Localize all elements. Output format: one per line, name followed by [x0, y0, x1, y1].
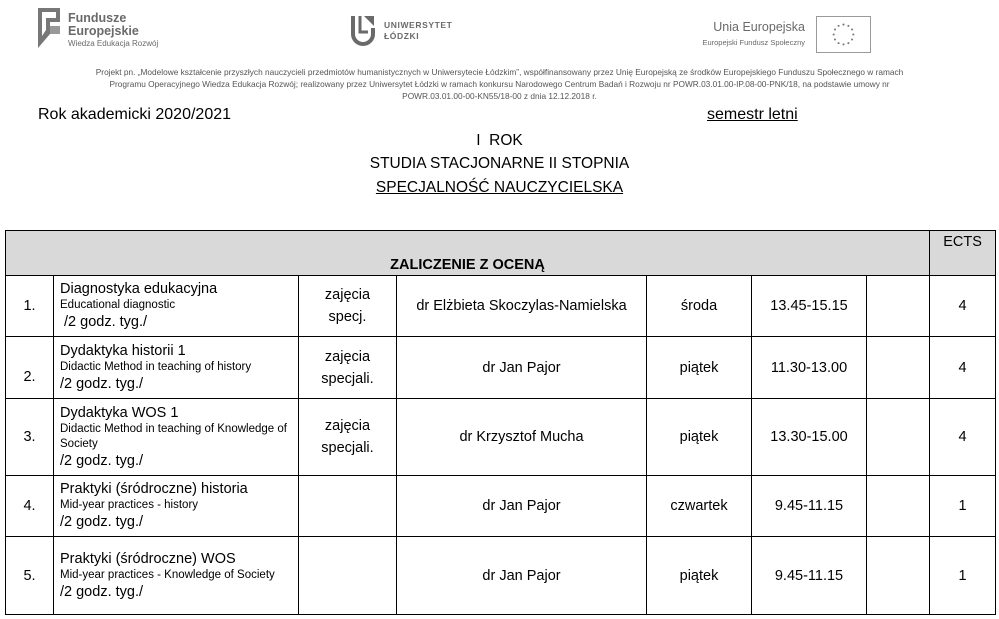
table-row — [6, 399, 996, 476]
academic-year: Rok akademicki 2020/2021 — [38, 106, 232, 123]
subject-cell — [54, 337, 299, 399]
ects-value: 1 — [930, 476, 996, 537]
subject-hours: /2 godz. tyg./ — [60, 375, 144, 392]
extra-cell — [867, 399, 930, 476]
class-type-line2: specjali. — [321, 440, 374, 456]
class-type-line1: zajęcia — [324, 348, 371, 365]
uniwersytet-lodzki-logo — [350, 14, 470, 50]
subject-hours: /2 godz. tyg./ — [60, 452, 144, 469]
ects-value: 4 — [930, 337, 996, 399]
time: 11.30-13.00 — [752, 337, 867, 399]
teacher: dr Krzysztof Mucha — [397, 399, 647, 476]
schedule-table — [5, 230, 996, 615]
extra-cell — [867, 337, 930, 399]
ects-header: ECTS — [930, 231, 996, 276]
day: piątek — [647, 399, 752, 476]
day: czwartek — [647, 476, 752, 537]
class-type-line1: zajęcia — [324, 287, 371, 303]
extra-cell — [867, 537, 930, 615]
project-line-1: Projekt pn. „Modelowe kształcenie przyszłych nauczycieli przedmiotów humanistycznych w Uniwersytecie Łódzkim”, współfinansowany przez Unię Europejską ze środków Europejskiego Funduszu Społecznego w ramach — [95, 67, 904, 77]
heading-year: I ROK — [476, 132, 523, 149]
time: 9.45-11.15 — [752, 537, 867, 615]
eu-flag-icon — [816, 16, 871, 53]
subject-pl: Dydaktyka historii 1 — [60, 342, 186, 359]
day: piątek — [647, 537, 752, 615]
eu-title: Unia Europejska — [713, 20, 805, 34]
teacher: dr Jan Pajor — [397, 537, 647, 615]
semester-label: semestr letni — [707, 106, 798, 123]
subject-hours: /2 godz. tyg./ — [60, 314, 148, 330]
row-number: 2. — [6, 337, 54, 399]
section-label: ZALICZENIE Z OCENĄ — [6, 231, 930, 276]
table-row — [6, 337, 996, 399]
project-line-3: POWR.03.01.00-00-KN55/18-00 z dnia 12.12.2018 r. — [402, 91, 597, 101]
subject-cell — [54, 537, 299, 615]
extra-cell — [867, 476, 930, 537]
subject-cell — [54, 399, 299, 476]
class-type-line2: specj. — [328, 309, 367, 325]
ects-value: 4 — [930, 276, 996, 337]
class-type — [299, 537, 397, 615]
ul-name-line2: ŁÓDZKI — [384, 30, 420, 41]
class-type — [299, 399, 397, 476]
class-type — [299, 276, 397, 337]
subject-hours: /2 godz. tyg./ — [60, 583, 144, 600]
subject-cell — [54, 476, 299, 537]
fundusze-europejskie-logo — [36, 6, 186, 52]
row-number: 3. — [6, 399, 54, 476]
fundusze-europejskie-emblem-icon — [36, 8, 62, 48]
subject-en: Mid-year practices - Knowledge of Society — [60, 568, 275, 581]
heading-specialty: SPECJALNOŚĆ NAUCZYCIELSKA — [375, 179, 624, 196]
subject-pl: Diagnostyka edukacyjna — [60, 281, 218, 297]
row-number: 4. — [6, 476, 54, 537]
fe-title-line2: Europejskie — [68, 24, 139, 38]
row-number: 1. — [6, 276, 54, 337]
time: 9.45-11.15 — [752, 476, 867, 537]
ul-name-line1: UNIWERSYTET — [384, 20, 453, 30]
subject-cell — [54, 276, 299, 337]
unia-europejska-logo — [680, 14, 875, 56]
uniwersytet-lodzki-emblem-icon — [350, 14, 376, 46]
time: 13.45-15.15 — [752, 276, 867, 337]
subject-en: Didactic Method in teaching of history — [60, 360, 252, 373]
time: 13.30-15.00 — [752, 399, 867, 476]
subject-pl: Praktyki (śródroczne) historia — [60, 481, 248, 497]
class-type-line2: specjali. — [321, 370, 374, 387]
subject-hours: /2 godz. tyg./ — [60, 514, 144, 530]
subject-en: Educational diagnostic — [60, 299, 176, 311]
extra-cell — [867, 276, 930, 337]
subject-en: Mid-year practices - history — [60, 499, 199, 511]
table-row — [6, 476, 996, 537]
ects-value: 1 — [930, 537, 996, 615]
teacher: dr Jan Pajor — [397, 476, 647, 537]
subject-en: Didactic Method in teaching of Knowledge of Society — [60, 422, 287, 450]
subject-pl: Praktyki (śródroczne) WOS — [60, 550, 236, 567]
table-row — [6, 537, 996, 615]
class-type — [299, 476, 397, 537]
day: środa — [647, 276, 752, 337]
heading-study-mode: STUDIA STACJONARNE II STOPNIA — [369, 155, 630, 172]
subject-pl: Dydaktyka WOS 1 — [60, 404, 179, 421]
eu-subtitle: Europejski Fundusz Społeczny — [702, 38, 805, 47]
class-type — [299, 337, 397, 399]
table-row — [6, 276, 996, 337]
teacher: dr Jan Pajor — [397, 337, 647, 399]
class-type-line1: zajęcia — [324, 418, 371, 434]
row-number: 5. — [6, 537, 54, 615]
table-header-row — [6, 231, 996, 276]
project-line-2: Programu Operacyjnego Wiedza Edukacja Rozwój; realizowany przez Uniwersytet Łódzki w ramach konkursu Narodowego Centrum Badań i Rozwoju nr POWR.03.01.00-IP.08-00-PNK/18, na podstawie umowy nr — [109, 79, 890, 89]
ects-value: 4 — [930, 399, 996, 476]
fe-subtitle: Wiedza Edukacja Rozwój — [68, 39, 159, 48]
project-funding-note — [40, 66, 959, 102]
fe-title-line1: Fundusze — [68, 11, 127, 25]
teacher: dr Elżbieta Skoczylas-Namielska — [397, 276, 647, 337]
day: piątek — [647, 337, 752, 399]
